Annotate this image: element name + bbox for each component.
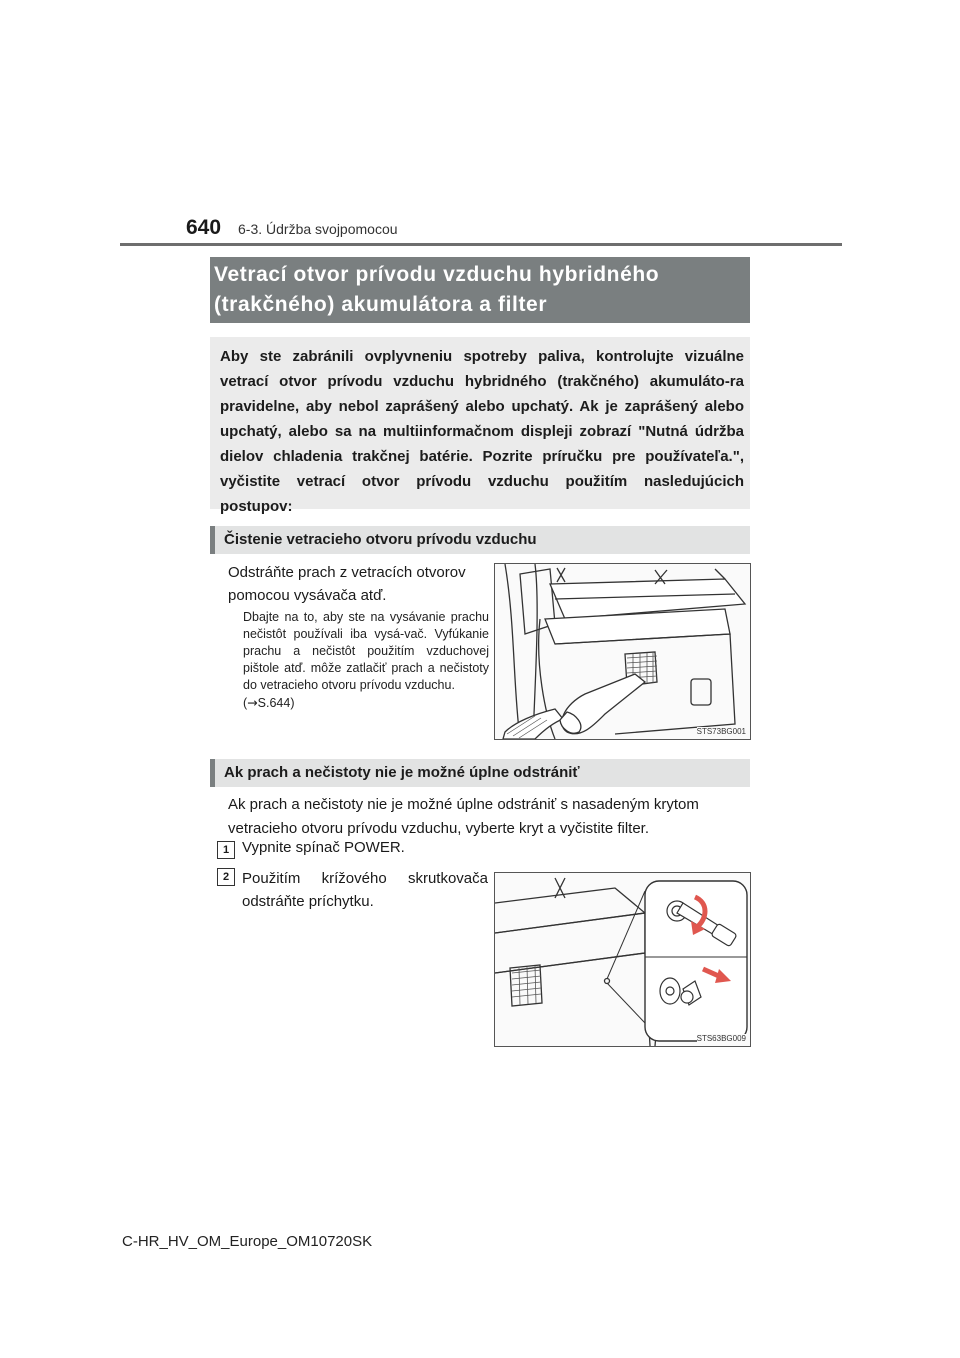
step-2-text: Použitím krížového skrutkovača odstráňte príchytku. [242, 870, 488, 910]
cleaning-note-text: Dbajte na to, aby ste na vysávanie prachu nečistôt používali iba vysá-vač. Vyfúkanie prachu a nečistôt použitím vzduchovej pištole atď. môže zatlačiť prach a nečistoty do vetracieho otvoru prívodu vzduchu. [243, 610, 489, 692]
vacuum-illustration [495, 564, 750, 739]
intro-box [210, 337, 750, 515]
step-1-badge: 1 [217, 841, 235, 859]
figure-code: STS63BG009 [696, 1034, 746, 1043]
step-2-badge: 2 [217, 868, 235, 886]
intro-text: Aby ste zabránili ovplyvneniu spotreby paliva, kontrolujte vizuálne vetrací otvor prívodu vzduchu hybridného (trakčného) akumuláto-ra pravidelne, aby nebol zaprášený alebo upchatý. Ak je zaprášený alebo upchatý, alebo sa na multiinformačnom displeji zobrazí "Nutná údržba dielov chladenia trakčnej batérie. Pozrite príručku pre používateľa.", vyčistite vetrací otvor prívodu vzduchu použitím nasledujúcich postupov: [220, 348, 744, 515]
removal-instruction: Ak prach a nečistoty nie je možné úplne odstrániť s nasadeným krytom vetracieho otvoru prívodu vzduchu, vyberte kryt a vyčistite filter. [228, 796, 699, 837]
figure-clip-removal [494, 872, 751, 1047]
step-1-text: Vypnite spínač POWER. [242, 839, 405, 856]
subheading-cleaning [210, 526, 750, 554]
section-reference: 6-3. Údržba svojpomocou [238, 221, 398, 237]
section-title: Vetrací otvor prívodu vzduchu hybridného (trakčného) akumulátora a filter [214, 263, 660, 316]
arrow-right-icon: → [247, 695, 258, 710]
cleaning-instruction: Odstráňte prach z vetracích otvorov pomocou vysávača atď. [228, 564, 466, 604]
clip-removal-illustration [495, 873, 750, 1046]
page-number: 640 [186, 216, 222, 239]
section-title-bar [210, 257, 750, 323]
subheading-removal-label: Ak prach a nečistoty nie je možné úplne odstrániť [224, 764, 580, 781]
document-footer: C-HR_HV_OM_Europe_OM10720SK [122, 1233, 373, 1250]
header-divider [120, 243, 842, 246]
figure-code: STS73BG001 [696, 727, 746, 736]
page-reference[interactable]: (→S.644) [243, 695, 295, 710]
cleaning-note [243, 609, 489, 712]
figure-vacuum-cleaning [494, 563, 751, 740]
subheading-cleaning-label: Čistenie vetracieho otvoru prívodu vzduchu [224, 531, 537, 548]
subheading-removal [210, 759, 750, 787]
